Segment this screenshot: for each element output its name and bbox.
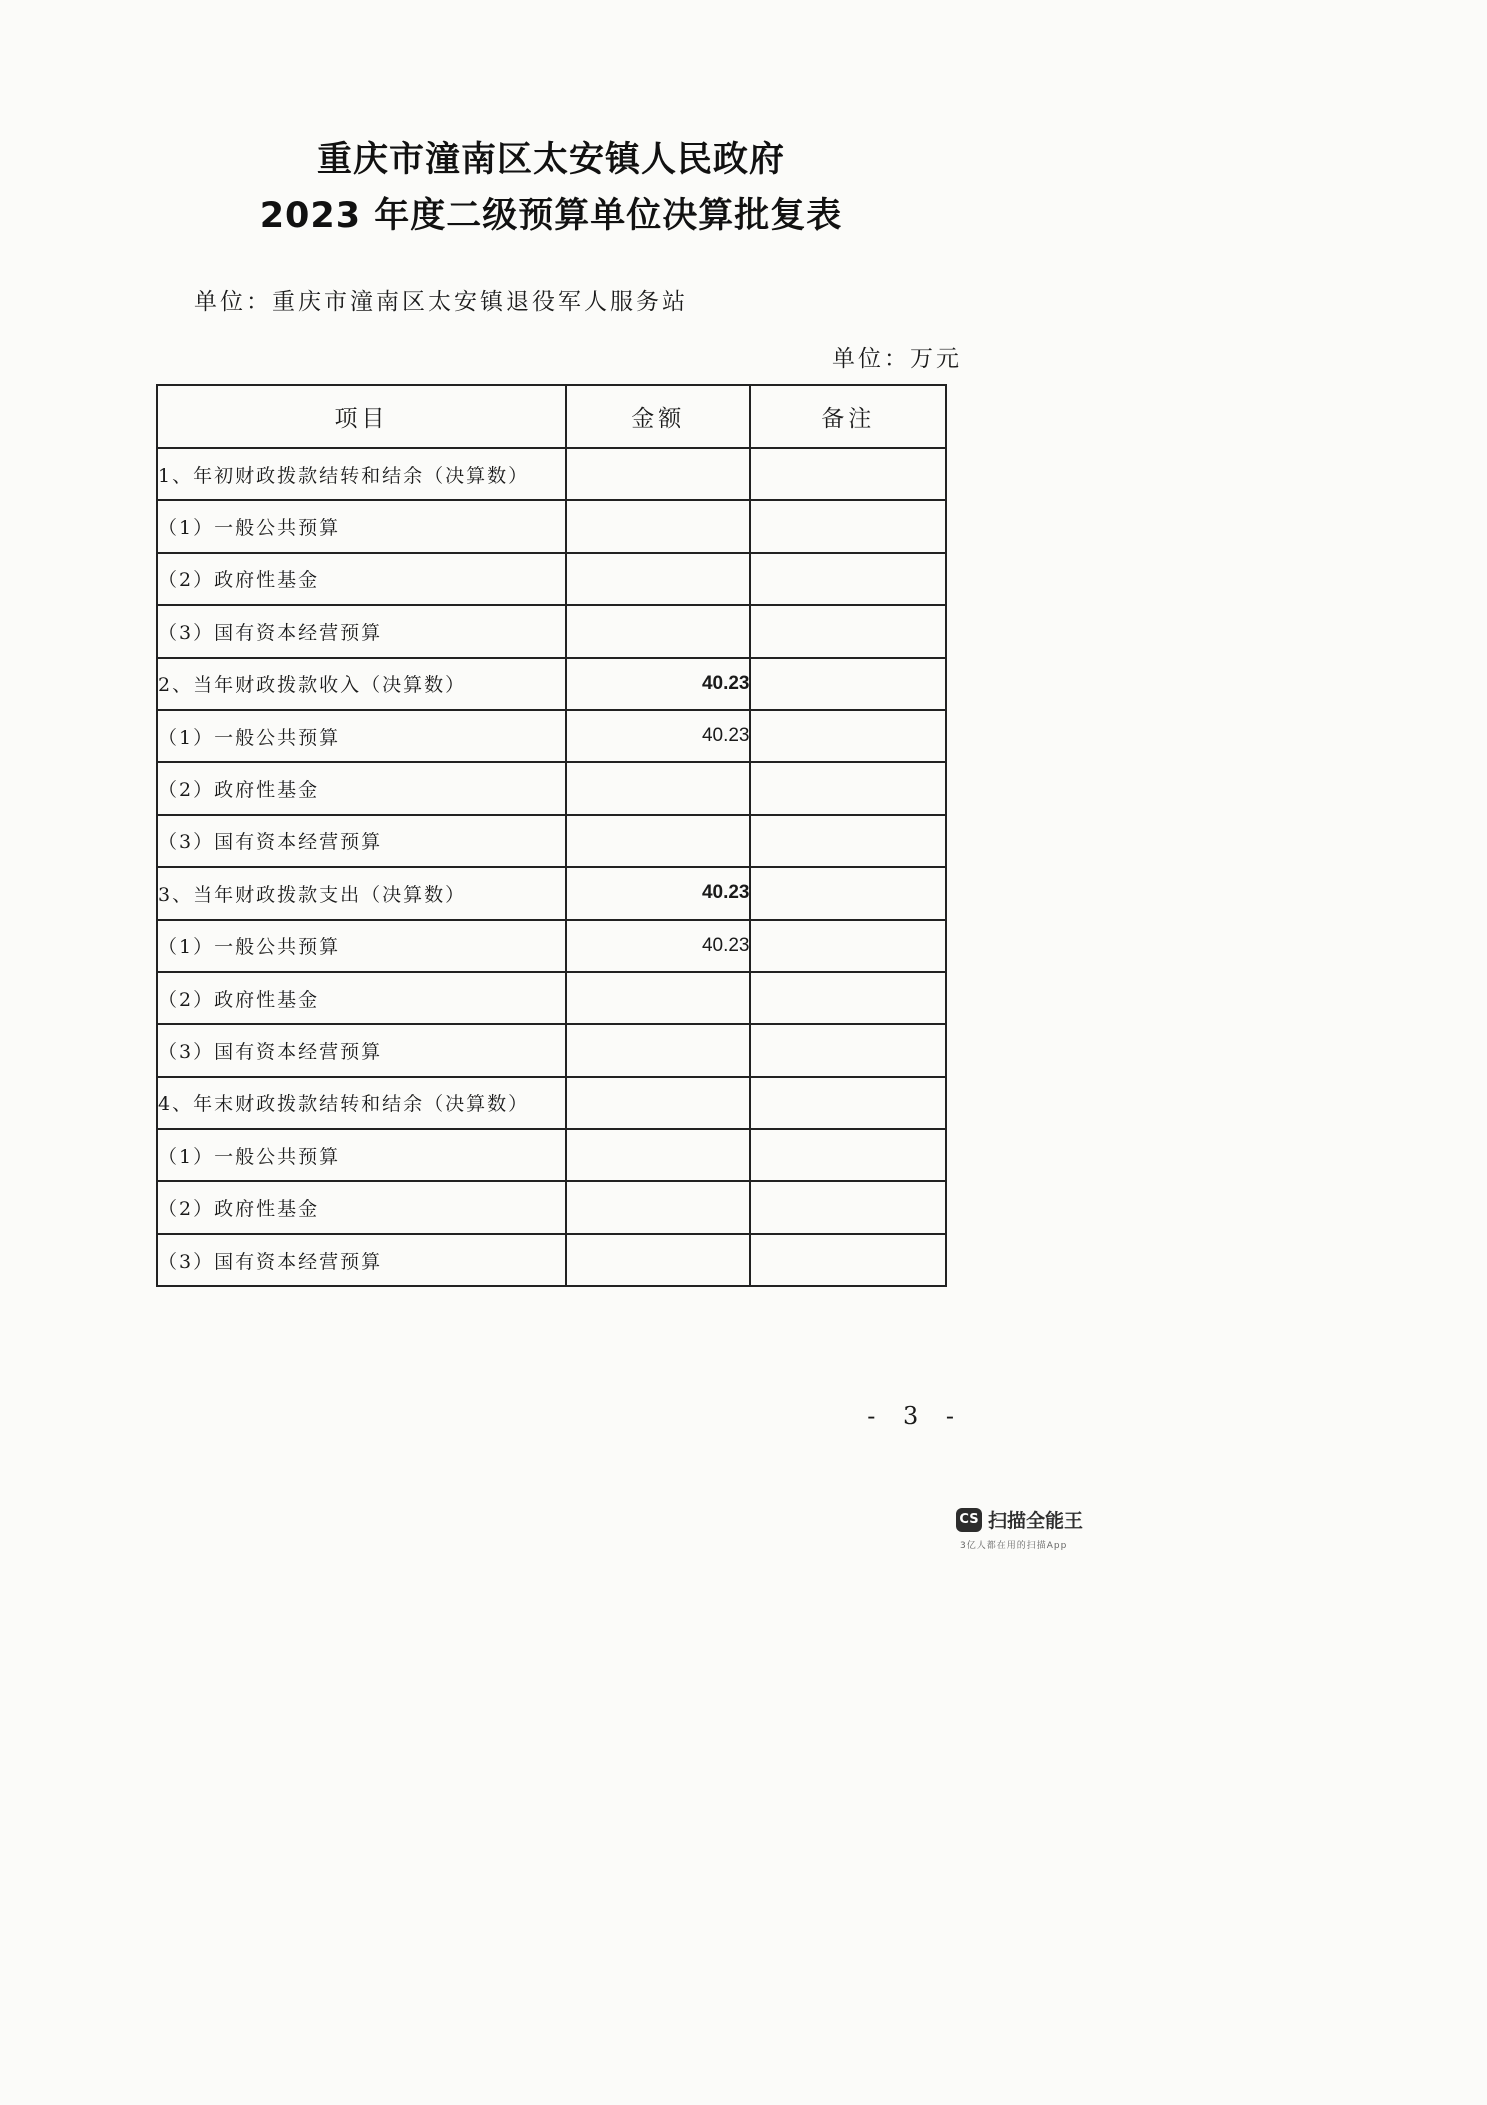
row-item-label: （1）一般公共预算 bbox=[157, 710, 566, 762]
table-row bbox=[157, 1234, 946, 1286]
table-row bbox=[157, 553, 946, 605]
row-note bbox=[750, 1077, 946, 1129]
row-note bbox=[750, 867, 946, 919]
row-item-label: （2）政府性基金 bbox=[157, 762, 566, 814]
row-item-label: （2）政府性基金 bbox=[157, 1181, 566, 1233]
table-row bbox=[157, 500, 946, 552]
row-amount bbox=[566, 815, 750, 867]
row-item-label: （3）国有资本经营预算 bbox=[157, 815, 566, 867]
row-amount bbox=[566, 1181, 750, 1233]
watermark-app-name: 扫描全能王 bbox=[988, 1510, 1084, 1532]
row-amount bbox=[566, 500, 750, 552]
table-row bbox=[157, 1077, 946, 1129]
row-note bbox=[750, 710, 946, 762]
budget-table bbox=[156, 384, 947, 1287]
table-header-row bbox=[157, 385, 946, 448]
row-item-label: （1）一般公共预算 bbox=[157, 1129, 566, 1181]
row-note bbox=[750, 553, 946, 605]
row-item-label: （3）国有资本经营预算 bbox=[157, 1024, 566, 1076]
row-item-label: （1）一般公共预算 bbox=[157, 500, 566, 552]
table-row bbox=[157, 815, 946, 867]
row-amount: 40.23 bbox=[566, 658, 750, 710]
document-title-line1: 重庆市潼南区太安镇人民政府 bbox=[316, 140, 785, 180]
row-amount bbox=[566, 972, 750, 1024]
row-item-label: （2）政府性基金 bbox=[157, 972, 566, 1024]
row-note bbox=[750, 658, 946, 710]
row-note bbox=[750, 1129, 946, 1181]
header-item: 项目 bbox=[157, 385, 566, 448]
table-row bbox=[157, 605, 946, 657]
currency-unit-label: 单位：万元 bbox=[832, 346, 962, 372]
table-row bbox=[157, 920, 946, 972]
row-note bbox=[750, 448, 946, 500]
row-note bbox=[750, 1181, 946, 1233]
table-row bbox=[157, 972, 946, 1024]
row-item-label: （3）国有资本经营预算 bbox=[157, 605, 566, 657]
table-row bbox=[157, 1024, 946, 1076]
row-note bbox=[750, 1024, 946, 1076]
organization-unit-label: 单位：重庆市潼南区太安镇退役军人服务站 bbox=[194, 289, 688, 315]
row-item-label: （1）一般公共预算 bbox=[157, 920, 566, 972]
table-body bbox=[157, 448, 946, 1286]
table-row bbox=[157, 762, 946, 814]
camscanner-logo-icon: CS bbox=[956, 1508, 982, 1532]
row-amount bbox=[566, 1024, 750, 1076]
row-item-label: 2、当年财政拨款收入（决算数） bbox=[157, 658, 566, 710]
row-item-label: 1、年初财政拨款结转和结余（决算数） bbox=[157, 448, 566, 500]
row-note bbox=[750, 972, 946, 1024]
table-row bbox=[157, 1129, 946, 1181]
row-note bbox=[750, 1234, 946, 1286]
row-amount bbox=[566, 762, 750, 814]
header-amount: 金额 bbox=[566, 385, 750, 448]
row-amount bbox=[566, 553, 750, 605]
row-note bbox=[750, 500, 946, 552]
page-number: - 3 - bbox=[867, 1402, 964, 1430]
row-amount: 40.23 bbox=[566, 867, 750, 919]
row-item-label: （3）国有资本经营预算 bbox=[157, 1234, 566, 1286]
row-note bbox=[750, 762, 946, 814]
row-amount bbox=[566, 1234, 750, 1286]
row-note bbox=[750, 605, 946, 657]
table-row bbox=[157, 448, 946, 500]
row-item-label: 3、当年财政拨款支出（决算数） bbox=[157, 867, 566, 919]
row-amount bbox=[566, 1129, 750, 1181]
row-amount: 40.23 bbox=[566, 710, 750, 762]
row-item-label: （2）政府性基金 bbox=[157, 553, 566, 605]
row-item-label: 4、年末财政拨款结转和结余（决算数） bbox=[157, 1077, 566, 1129]
row-amount bbox=[566, 605, 750, 657]
row-note bbox=[750, 815, 946, 867]
table-row bbox=[157, 1181, 946, 1233]
table-row bbox=[157, 710, 946, 762]
watermark-slogan: 3亿人都在用的扫描App bbox=[960, 1541, 1068, 1551]
row-amount bbox=[566, 1077, 750, 1129]
row-amount: 40.23 bbox=[566, 920, 750, 972]
table-row bbox=[157, 867, 946, 919]
header-note: 备注 bbox=[750, 385, 946, 448]
row-note bbox=[750, 920, 946, 972]
table-row bbox=[157, 658, 946, 710]
scanner-watermark bbox=[956, 1506, 1083, 1533]
document-title-line2: 2023 年度二级预算单位决算批复表 bbox=[259, 196, 843, 236]
row-amount bbox=[566, 448, 750, 500]
